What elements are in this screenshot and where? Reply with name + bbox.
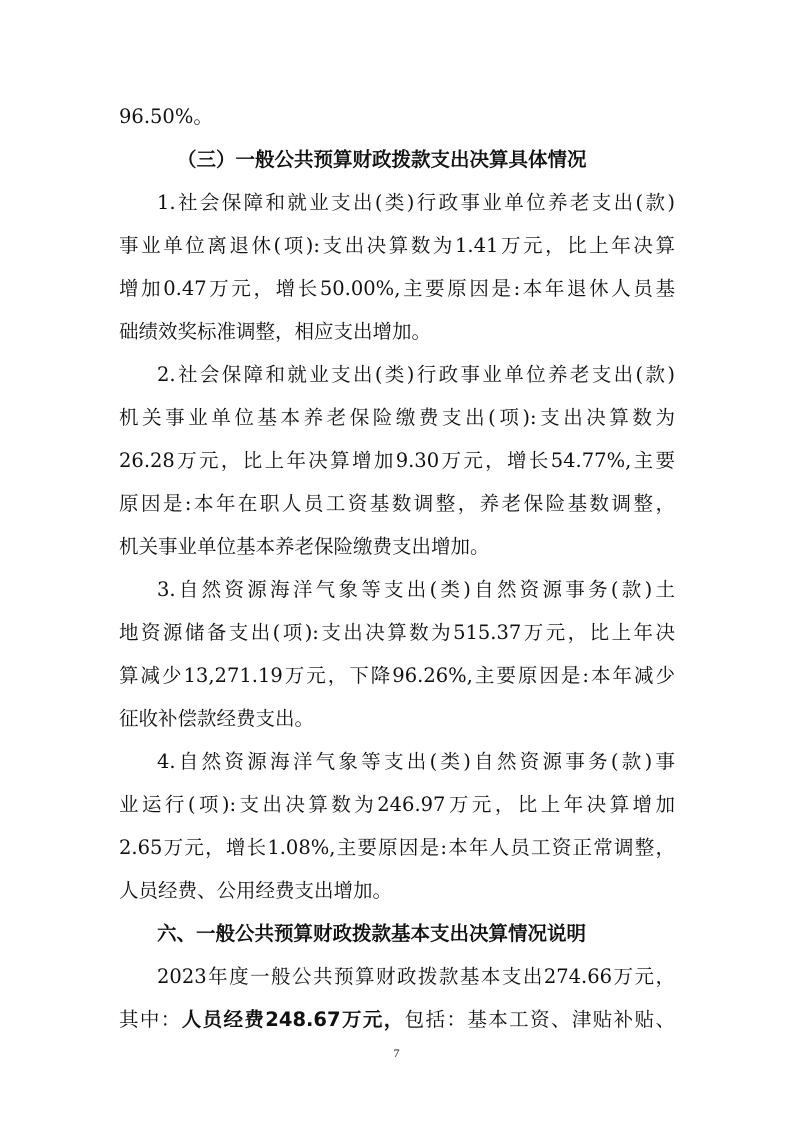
bold-amount: 人员经费248.67万元， (181, 1008, 405, 1031)
paragraph-line: 2.65万元，增长1.08%,主要原因是:本年人员工资正常调整， (119, 836, 675, 859)
line-prefix: 其中： (119, 1008, 182, 1031)
paragraph-line (119, 1010, 675, 1030)
paragraph-line: 业运行(项):支出决算数为246.97万元，比上年决算增加 (119, 793, 675, 816)
paragraph-line: 础绩效奖标准调整，相应支出增加。 (119, 320, 432, 343)
paragraph-line: 2.社会保障和就业支出(类)行政事业单位养老支出(款) (157, 363, 675, 386)
paragraph-line: 增加0.47万元，增长50.00%,主要原因是:本年退休人员基 (119, 277, 675, 300)
paragraph-line: 26.28万元，比上年决算增加9.30万元，增长54.77%,主要 (119, 449, 675, 472)
paragraph-line: 1.社会保障和就业支出(类)行政事业单位养老支出(款) (157, 191, 675, 214)
paragraph-line: 原因是:本年在职人员工资基数调整，养老保险基数调整， (119, 492, 675, 515)
line-rest: 包括：基本工资、津贴补贴、 (404, 1008, 675, 1031)
section-heading: （三）一般公共预算财政拨款支出决算具体情况 (177, 148, 587, 171)
paragraph-line: 征收补偿款经费支出。 (119, 707, 315, 730)
page-number: 7 (393, 1046, 400, 1060)
paragraph-line: 机关事业单位基本养老保险缴费支出增加。 (119, 535, 490, 558)
paragraph-line: 事业单位离退休(项):支出决算数为1.41万元，比上年决算 (119, 234, 675, 257)
paragraph-line: 人员经费、公用经费支出增加。 (119, 879, 393, 902)
paragraph-line: 地资源储备支出(项):支出决算数为515.37万元，比上年决 (119, 621, 675, 644)
paragraph-line: 算减少13,271.19万元，下降96.26%,主要原因是:本年减少 (119, 664, 675, 687)
paragraph-line: 2023年度一般公共预算财政拨款基本支出274.66万元， (157, 965, 675, 988)
paragraph-line: 4.自然资源海洋气象等支出(类)自然资源事务(款)事 (157, 750, 675, 773)
section-heading: 六、一般公共预算财政拨款基本支出决算情况说明 (157, 922, 587, 945)
text-line: 96.50%。 (119, 105, 213, 128)
paragraph-line: 机关事业单位基本养老保险缴费支出(项):支出决算数为 (119, 406, 675, 429)
paragraph-line: 3.自然资源海洋气象等支出(类)自然资源事务(款)土 (157, 578, 675, 601)
